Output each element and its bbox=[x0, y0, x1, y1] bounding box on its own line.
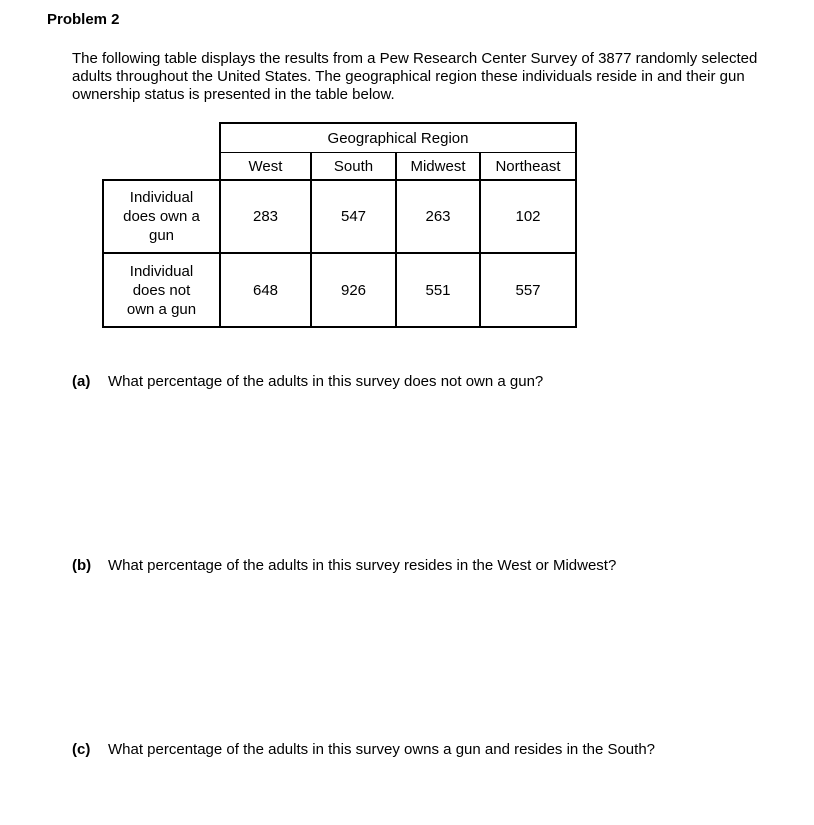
question-number: (b) bbox=[72, 557, 92, 574]
row-label-line: Individual bbox=[129, 189, 194, 206]
cell-owns-midwest: 263 bbox=[425, 208, 451, 225]
row-label-line: does not bbox=[132, 281, 191, 299]
column-header-northeast: Northeast bbox=[495, 158, 561, 175]
question-number: (a) bbox=[72, 373, 91, 390]
cell-noown-midwest: 551 bbox=[425, 281, 451, 299]
question-text: What percentage of the adults in this survey owns a gun and resides in the South? bbox=[108, 741, 656, 758]
question-number: (c) bbox=[72, 741, 91, 758]
row-label-line: gun bbox=[148, 227, 175, 244]
cell-noown-west: 648 bbox=[252, 281, 279, 299]
cell-owns-northeast: 102 bbox=[515, 208, 541, 225]
cell-owns-west: 283 bbox=[252, 208, 279, 225]
cell-noown-northeast: 557 bbox=[515, 281, 541, 299]
problem-intro: The following table displays the results from a Pew Research Center Survey of 3877 randomly selected adults throughout the United States. The geographical region these individuals reside in and their gun ownership status is presented in the table below. bbox=[72, 50, 758, 103]
row-label-owns-gun bbox=[104, 181, 219, 252]
row-label-line: Individual bbox=[129, 262, 194, 280]
column-header-south: South bbox=[333, 158, 374, 175]
question-text: What percentage of the adults in this survey resides in the West or Midwest? bbox=[108, 557, 617, 574]
column-header-midwest: Midwest bbox=[410, 158, 466, 175]
row-label-line: own a gun bbox=[126, 300, 197, 318]
question-c bbox=[72, 741, 655, 758]
table-group-header: Geographical Region bbox=[327, 129, 469, 147]
question-b bbox=[72, 557, 616, 574]
problem-title: Problem 2 bbox=[47, 11, 120, 28]
column-header-west: West bbox=[248, 158, 283, 175]
cell-noown-south: 926 bbox=[340, 281, 367, 299]
cell-owns-south: 547 bbox=[340, 208, 367, 225]
row-label-line: does own a bbox=[123, 208, 200, 225]
question-text: What percentage of the adults in this survey does not own a gun? bbox=[108, 373, 544, 390]
question-a bbox=[72, 373, 543, 390]
row-label-no-gun bbox=[104, 254, 219, 326]
